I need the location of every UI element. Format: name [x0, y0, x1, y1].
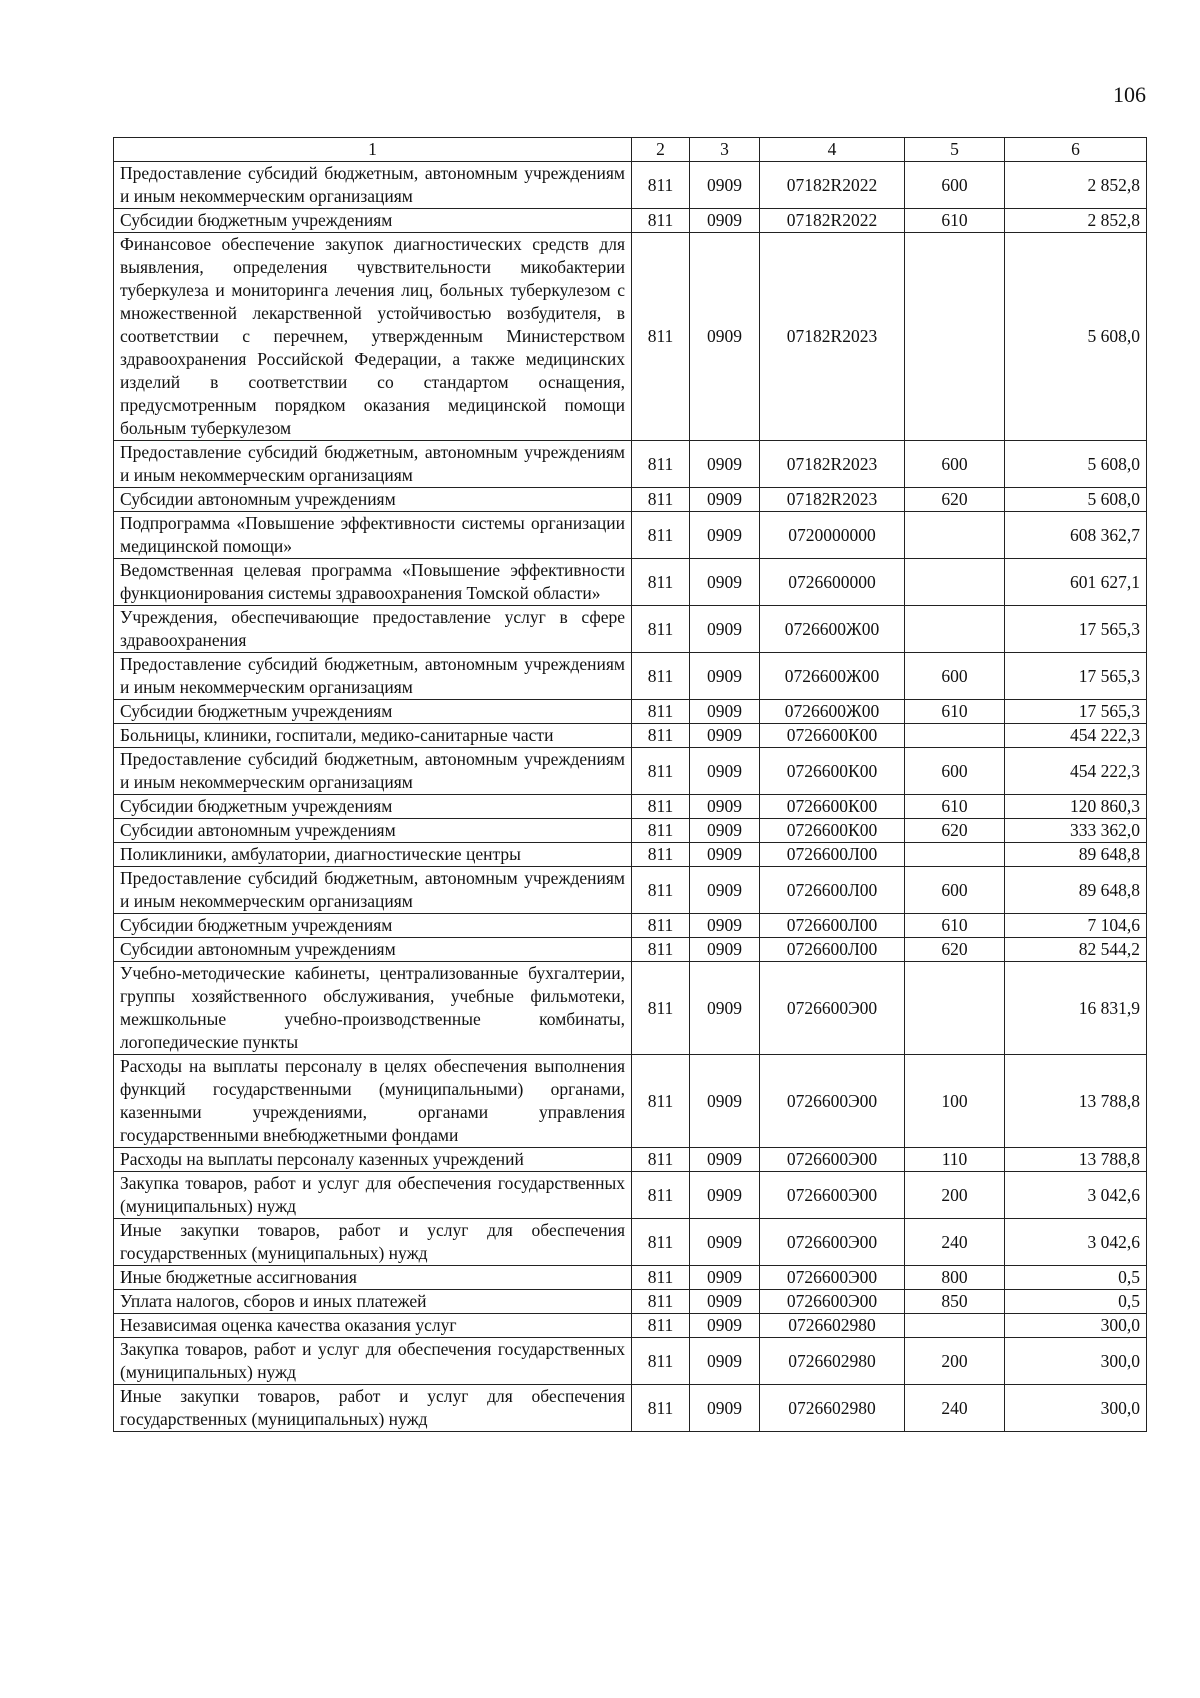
row-target-article: 0726600Л00 [760, 843, 905, 867]
row-description: Предоставление субсидий бюджетным, автономным учреждениям и иным некоммерческим организациям [114, 162, 632, 209]
row-target-article: 0726602980 [760, 1338, 905, 1385]
row-ministry-code: 811 [632, 724, 690, 748]
row-ministry-code: 811 [632, 748, 690, 795]
row-ministry-code: 811 [632, 441, 690, 488]
row-target-article: 0726600Э00 [760, 1290, 905, 1314]
table-row [114, 441, 1147, 488]
row-target-article: 0726600К00 [760, 819, 905, 843]
row-section-code: 0909 [690, 1172, 760, 1219]
row-expense-type: 110 [905, 1148, 1005, 1172]
row-target-article: 0726600Э00 [760, 1219, 905, 1266]
table-row [114, 1266, 1147, 1290]
row-section-code: 0909 [690, 488, 760, 512]
row-ministry-code: 811 [632, 1055, 690, 1148]
row-description: Учебно-методические кабинеты, централизованные бухгалтерии, группы хозяйственного обслуживания, учебные фильмотеки, межшкольные учебно-производственные комбинаты, логопедические пункты [114, 962, 632, 1055]
table-row [114, 1314, 1147, 1338]
row-description: Уплата налогов, сборов и иных платежей [114, 1290, 632, 1314]
table-row [114, 867, 1147, 914]
table-row [114, 843, 1147, 867]
row-expense-type: 620 [905, 488, 1005, 512]
row-amount: 300,0 [1005, 1338, 1147, 1385]
row-amount: 3 042,6 [1005, 1219, 1147, 1266]
row-ministry-code: 811 [632, 1266, 690, 1290]
row-ministry-code: 811 [632, 819, 690, 843]
row-amount: 0,5 [1005, 1266, 1147, 1290]
row-amount: 120 860,3 [1005, 795, 1147, 819]
row-amount: 5 608,0 [1005, 441, 1147, 488]
row-description: Предоставление субсидий бюджетным, автономным учреждениям и иным некоммерческим организациям [114, 867, 632, 914]
table-row [114, 700, 1147, 724]
row-description: Иные закупки товаров, работ и услуг для обеспечения государственных (муниципальных) нужд [114, 1385, 632, 1432]
row-target-article: 0726600Э00 [760, 1266, 905, 1290]
row-ministry-code: 811 [632, 867, 690, 914]
row-target-article: 0726600Л00 [760, 914, 905, 938]
row-amount: 17 565,3 [1005, 653, 1147, 700]
row-target-article: 0726602980 [760, 1314, 905, 1338]
row-amount: 89 648,8 [1005, 867, 1147, 914]
row-description: Субсидии бюджетным учреждениям [114, 914, 632, 938]
row-expense-type: 600 [905, 441, 1005, 488]
header-cell-6: 6 [1005, 138, 1147, 162]
row-ministry-code: 811 [632, 606, 690, 653]
row-amount: 13 788,8 [1005, 1055, 1147, 1148]
row-ministry-code: 811 [632, 700, 690, 724]
header-row [114, 138, 1147, 162]
row-expense-type: 620 [905, 938, 1005, 962]
row-ministry-code: 811 [632, 162, 690, 209]
row-amount: 17 565,3 [1005, 606, 1147, 653]
table-row [114, 1385, 1147, 1432]
row-amount: 608 362,7 [1005, 512, 1147, 559]
row-amount: 300,0 [1005, 1314, 1147, 1338]
row-section-code: 0909 [690, 843, 760, 867]
row-description: Иные бюджетные ассигнования [114, 1266, 632, 1290]
row-target-article: 0726600Ж00 [760, 606, 905, 653]
row-section-code: 0909 [690, 1314, 760, 1338]
header-cell-2: 2 [632, 138, 690, 162]
row-amount: 0,5 [1005, 1290, 1147, 1314]
row-expense-type [905, 559, 1005, 606]
row-ministry-code: 811 [632, 1314, 690, 1338]
budget-table [113, 137, 1147, 1432]
row-description: Предоставление субсидий бюджетным, автономным учреждениям и иным некоммерческим организациям [114, 653, 632, 700]
row-section-code: 0909 [690, 233, 760, 441]
row-amount: 454 222,3 [1005, 748, 1147, 795]
table-row [114, 1148, 1147, 1172]
row-ministry-code: 811 [632, 843, 690, 867]
row-amount: 5 608,0 [1005, 233, 1147, 441]
row-ministry-code: 811 [632, 938, 690, 962]
row-section-code: 0909 [690, 1219, 760, 1266]
row-expense-type [905, 843, 1005, 867]
row-section-code: 0909 [690, 441, 760, 488]
row-description: Субсидии автономным учреждениям [114, 819, 632, 843]
table-row [114, 233, 1147, 441]
table-row [114, 748, 1147, 795]
row-target-article: 0726600Ж00 [760, 700, 905, 724]
row-section-code: 0909 [690, 1385, 760, 1432]
table-row [114, 512, 1147, 559]
table-row [114, 1172, 1147, 1219]
row-amount: 2 852,8 [1005, 162, 1147, 209]
row-ministry-code: 811 [632, 1219, 690, 1266]
table-row [114, 209, 1147, 233]
header-cell-3: 3 [690, 138, 760, 162]
row-description: Больницы, клиники, госпитали, медико-санитарные части [114, 724, 632, 748]
row-description: Подпрограмма «Повышение эффективности системы организации медицинской помощи» [114, 512, 632, 559]
header-cell-5: 5 [905, 138, 1005, 162]
row-amount: 13 788,8 [1005, 1148, 1147, 1172]
row-ministry-code: 811 [632, 1290, 690, 1314]
row-ministry-code: 811 [632, 1172, 690, 1219]
row-ministry-code: 811 [632, 795, 690, 819]
table-row [114, 962, 1147, 1055]
row-description: Предоставление субсидий бюджетным, автономным учреждениям и иным некоммерческим организациям [114, 441, 632, 488]
table-row [114, 1338, 1147, 1385]
row-expense-type: 610 [905, 209, 1005, 233]
row-amount: 16 831,9 [1005, 962, 1147, 1055]
row-ministry-code: 811 [632, 209, 690, 233]
row-section-code: 0909 [690, 1055, 760, 1148]
row-section-code: 0909 [690, 1148, 760, 1172]
row-target-article: 0726600000 [760, 559, 905, 606]
row-description: Поликлиники, амбулатории, диагностические центры [114, 843, 632, 867]
row-description: Субсидии бюджетным учреждениям [114, 700, 632, 724]
row-amount: 5 608,0 [1005, 488, 1147, 512]
row-amount: 82 544,2 [1005, 938, 1147, 962]
row-section-code: 0909 [690, 209, 760, 233]
row-target-article: 0720000000 [760, 512, 905, 559]
row-section-code: 0909 [690, 914, 760, 938]
table-row [114, 653, 1147, 700]
row-expense-type [905, 233, 1005, 441]
row-target-article: 0726600К00 [760, 724, 905, 748]
row-target-article: 07182R2023 [760, 488, 905, 512]
row-ministry-code: 811 [632, 233, 690, 441]
row-description: Закупка товаров, работ и услуг для обеспечения государственных (муниципальных) нужд [114, 1172, 632, 1219]
row-ministry-code: 811 [632, 1385, 690, 1432]
row-description: Ведомственная целевая программа «Повышение эффективности функционирования системы здравоохранения Томской области» [114, 559, 632, 606]
table-row [114, 162, 1147, 209]
table-row [114, 559, 1147, 606]
table-row [114, 488, 1147, 512]
row-description: Субсидии бюджетным учреждениям [114, 209, 632, 233]
table-row [114, 938, 1147, 962]
page-number: 106 [1113, 82, 1146, 107]
row-target-article: 0726600Э00 [760, 1055, 905, 1148]
row-section-code: 0909 [690, 1290, 760, 1314]
row-description: Субсидии автономным учреждениям [114, 938, 632, 962]
row-expense-type: 600 [905, 653, 1005, 700]
row-section-code: 0909 [690, 724, 760, 748]
row-section-code: 0909 [690, 748, 760, 795]
row-expense-type [905, 512, 1005, 559]
table-row [114, 606, 1147, 653]
row-target-article: 0726600Л00 [760, 938, 905, 962]
row-expense-type: 240 [905, 1219, 1005, 1266]
row-target-article: 0726600Э00 [760, 1148, 905, 1172]
row-target-article: 0726600Э00 [760, 962, 905, 1055]
row-ministry-code: 811 [632, 488, 690, 512]
row-section-code: 0909 [690, 867, 760, 914]
row-description: Финансовое обеспечение закупок диагностических средств для выявления, определения чувствительности микобактерии туберкулеза и мониторинга лечения лиц, больных туберкулезом с множественной лекарственной устойчивостью возбудителя, в соответствии с перечнем, утвержденным Министерством здравоохранения Российской Федерации, а также медицинских изделий в соответствии со стандартом оснащения, предусмотренным порядком оказания медицинской помощи больным туберкулезом [114, 233, 632, 441]
row-amount: 3 042,6 [1005, 1172, 1147, 1219]
row-description: Субсидии автономным учреждениям [114, 488, 632, 512]
row-ministry-code: 811 [632, 512, 690, 559]
row-amount: 300,0 [1005, 1385, 1147, 1432]
row-expense-type: 800 [905, 1266, 1005, 1290]
row-expense-type: 200 [905, 1338, 1005, 1385]
row-expense-type [905, 724, 1005, 748]
row-description: Субсидии бюджетным учреждениям [114, 795, 632, 819]
row-target-article: 07182R2022 [760, 162, 905, 209]
header-cell-1: 1 [114, 138, 632, 162]
row-amount: 7 104,6 [1005, 914, 1147, 938]
table-row [114, 795, 1147, 819]
table-row [114, 724, 1147, 748]
row-ministry-code: 811 [632, 653, 690, 700]
row-expense-type: 200 [905, 1172, 1005, 1219]
row-description: Предоставление субсидий бюджетным, автономным учреждениям и иным некоммерческим организациям [114, 748, 632, 795]
row-section-code: 0909 [690, 606, 760, 653]
row-target-article: 07182R2023 [760, 441, 905, 488]
row-expense-type: 850 [905, 1290, 1005, 1314]
row-expense-type: 610 [905, 795, 1005, 819]
row-section-code: 0909 [690, 962, 760, 1055]
row-description: Расходы на выплаты персоналу казенных учреждений [114, 1148, 632, 1172]
row-description: Учреждения, обеспечивающие предоставление услуг в сфере здравоохранения [114, 606, 632, 653]
row-ministry-code: 811 [632, 914, 690, 938]
table-row [114, 1290, 1147, 1314]
row-expense-type: 610 [905, 700, 1005, 724]
row-section-code: 0909 [690, 653, 760, 700]
row-ministry-code: 811 [632, 1338, 690, 1385]
row-expense-type: 600 [905, 748, 1005, 795]
row-expense-type: 100 [905, 1055, 1005, 1148]
row-target-article: 0726602980 [760, 1385, 905, 1432]
row-section-code: 0909 [690, 795, 760, 819]
row-description: Независимая оценка качества оказания услуг [114, 1314, 632, 1338]
table-row [114, 914, 1147, 938]
row-expense-type: 600 [905, 162, 1005, 209]
row-section-code: 0909 [690, 559, 760, 606]
row-expense-type: 600 [905, 867, 1005, 914]
row-description: Иные закупки товаров, работ и услуг для обеспечения государственных (муниципальных) нужд [114, 1219, 632, 1266]
table-row [114, 1055, 1147, 1148]
row-section-code: 0909 [690, 819, 760, 843]
row-section-code: 0909 [690, 700, 760, 724]
row-target-article: 0726600Э00 [760, 1172, 905, 1219]
header-cell-4: 4 [760, 138, 905, 162]
row-section-code: 0909 [690, 512, 760, 559]
row-amount: 89 648,8 [1005, 843, 1147, 867]
row-expense-type: 620 [905, 819, 1005, 843]
table-row [114, 1219, 1147, 1266]
row-section-code: 0909 [690, 162, 760, 209]
row-amount: 2 852,8 [1005, 209, 1147, 233]
row-target-article: 07182R2022 [760, 209, 905, 233]
row-amount: 17 565,3 [1005, 700, 1147, 724]
row-amount: 601 627,1 [1005, 559, 1147, 606]
row-expense-type: 240 [905, 1385, 1005, 1432]
row-section-code: 0909 [690, 938, 760, 962]
table-row [114, 819, 1147, 843]
row-target-article: 0726600Ж00 [760, 653, 905, 700]
row-expense-type [905, 606, 1005, 653]
row-description: Расходы на выплаты персоналу в целях обеспечения выполнения функций государственными (муниципальными) органами, казенными учреждениями, органами управления государственными внебюджетными фондами [114, 1055, 632, 1148]
row-amount: 454 222,3 [1005, 724, 1147, 748]
row-ministry-code: 811 [632, 962, 690, 1055]
row-ministry-code: 811 [632, 559, 690, 606]
row-amount: 333 362,0 [1005, 819, 1147, 843]
row-expense-type: 610 [905, 914, 1005, 938]
row-target-article: 0726600К00 [760, 748, 905, 795]
row-expense-type [905, 1314, 1005, 1338]
row-description: Закупка товаров, работ и услуг для обеспечения государственных (муниципальных) нужд [114, 1338, 632, 1385]
row-target-article: 0726600Л00 [760, 867, 905, 914]
row-target-article: 0726600К00 [760, 795, 905, 819]
row-ministry-code: 811 [632, 1148, 690, 1172]
row-section-code: 0909 [690, 1338, 760, 1385]
row-expense-type [905, 962, 1005, 1055]
row-target-article: 07182R2023 [760, 233, 905, 441]
row-section-code: 0909 [690, 1266, 760, 1290]
